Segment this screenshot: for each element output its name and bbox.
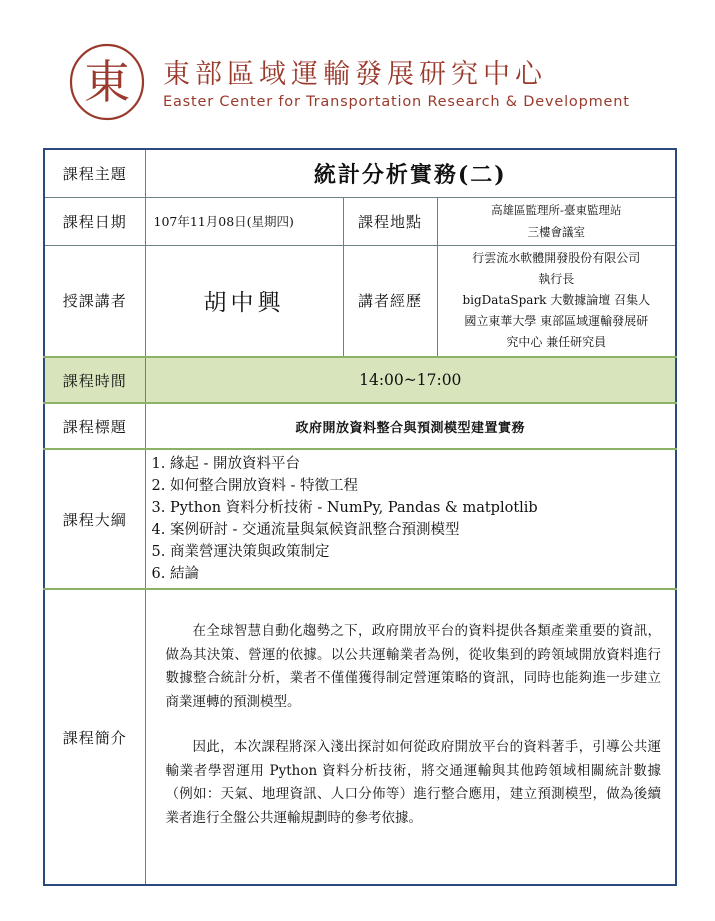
- org-name-en: Easter Center for Transportation Research & Development: [163, 94, 630, 110]
- outline-item: 6. 結論: [151, 566, 199, 582]
- outline-row: [44, 449, 676, 589]
- outline-item: 2. 如何整合開放資料 - 特徵工程: [151, 478, 359, 494]
- time-row: [44, 357, 676, 403]
- bio-line: 究中心 兼任研究員: [506, 335, 607, 350]
- subject-row: [44, 403, 676, 449]
- outline-item: 1. 緣起 - 開放資料平台: [151, 456, 301, 472]
- outline-item: 5. 商業營運決策與政策制定: [151, 544, 330, 560]
- location-label: 課程地點: [343, 197, 437, 245]
- location-line: 高雄區監理所-臺東監理站: [491, 203, 622, 217]
- bio-line: bigDataSpark 大數據論壇 召集人: [462, 293, 651, 308]
- subject-label: 課程標題: [44, 403, 145, 449]
- date-value: 107年11月08日(星期四): [145, 197, 343, 245]
- lecturer-name: 胡中興: [145, 245, 343, 357]
- bio-line: 執行長: [538, 272, 575, 287]
- outline-label: 課程大綱: [44, 449, 145, 589]
- intro-row: [44, 589, 676, 885]
- intro-paragraph: 在全球智慧自動化趨勢之下，政府開放平台的資料提供各類產業重要的資訊，做為其決策、營運的依據。以公共運輸業者為例，從收集到的跨領域開放資料進行數據整合統計分析，業者不僅僅獲得制定營運策略的資訊，同時也能夠進一步建立商業運轉的預測模型。: [165, 623, 662, 710]
- bio-line: 行雲流水軟體開發股份有限公司: [472, 251, 641, 266]
- subject-value: 政府開放資料整合與預測模型建置實務: [145, 403, 676, 449]
- lecturer-row: [44, 245, 676, 357]
- lecturer-label: 授課講者: [44, 245, 145, 357]
- location-line: 三樓會議室: [527, 225, 586, 239]
- time-label: 課程時間: [44, 357, 145, 403]
- intro-paragraph: 因此，本次課程將深入淺出探討如何從政府開放平台的資料著手，引導公共運輸業者學習運用 Python 資料分析技術，將交通運輸與其他跨領域相關統計數據（例如：天氣、地理資訊、人口分佈等）進行整合應用，建立預測模型，做為後續業者進行全盤公共運輸規劃時的參考依據。: [165, 739, 662, 826]
- intro-label: 課程簡介: [44, 589, 145, 885]
- location-value: [437, 197, 676, 245]
- outline-list: [145, 449, 676, 589]
- intro-text: [145, 589, 676, 885]
- outline-item: 4. 案例研討 - 交通流量與氣候資訊整合預測模型: [151, 522, 460, 538]
- time-value: 14:00~17:00: [145, 357, 676, 403]
- date-label: 課程日期: [44, 197, 145, 245]
- center-logo-icon: [68, 42, 146, 122]
- svg-text:東: 東: [84, 55, 130, 109]
- outline-item: 3. Python 資料分析技術 - NumPy, Pandas & matplotlib: [151, 500, 538, 516]
- topic-label: 課程主題: [44, 149, 145, 197]
- bio-line: 國立東華大學 東部區域運輸發展研: [464, 314, 649, 329]
- topic-value: 統計分析實務(二): [145, 149, 676, 197]
- course-info-table: [43, 148, 677, 886]
- date-row: [44, 197, 676, 245]
- lecturer-bio: [437, 245, 676, 357]
- topic-row: [44, 149, 676, 197]
- org-name-zh: 東部區域運輸發展研究中心: [163, 59, 547, 90]
- bio-label: 講者經歷: [343, 245, 437, 357]
- header: [0, 0, 715, 150]
